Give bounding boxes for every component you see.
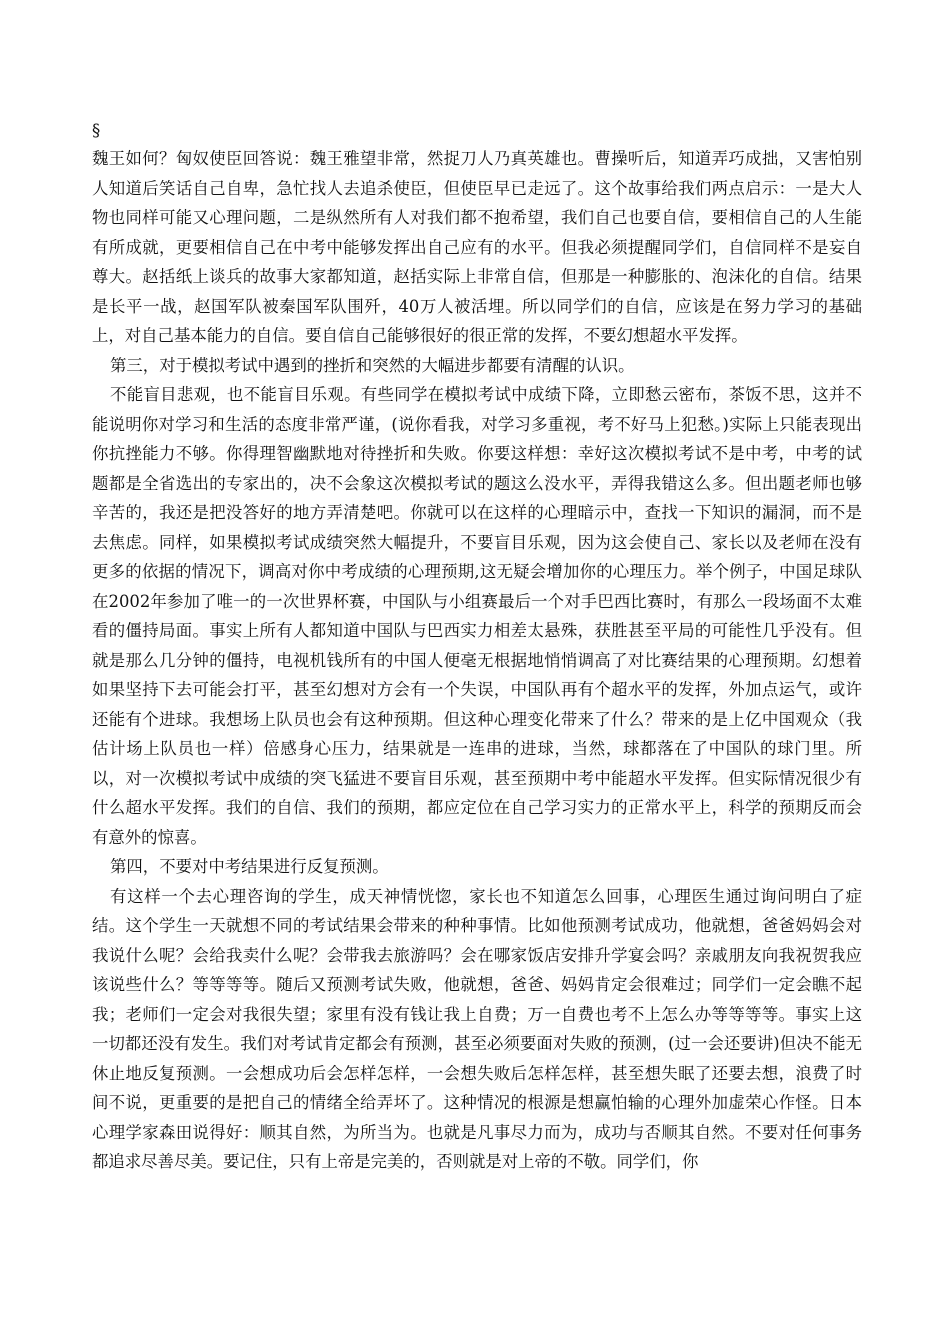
paragraph-mock-exam-attitude: 不能盲目悲观，也不能盲目乐观。有些同学在模拟考试中成绩下降，立即愁云密布，茶饭不思，这并不能说明你对学习和生活的态度非常严谨，(说你看我，对学习多重视，考不好马上犯愁。)实际上只能表现出你抗挫能力不够。你得理智幽默地对待挫折和失败。你要这样想：幸好这次模拟考试不是中考，中考的试题都是全省选出的专家出的，决不会象这次模拟考试的题这么没水平，弄得我错这么多。但出题老师也够辛苦的，我还是把没答好的地方弄清楚吧。你就可以在这样的心理暗示中，查找一下知识的漏洞，而不是去焦虑。同样，如果模拟考试成绩突然大幅提升，不要盲目乐观，因为这会使自己、家长以及老师在没有更多的依据的情况下，调高对你中考成绩的心理预期,这无疑会增加你的心理压力。举个例子，中国足球队在2002年参加了唯一的一次世界杯赛，中国队与小组赛最后一个对手巴西比赛时，有那么一段场面不太难看的僵持局面。事实上所有人都知道中国队与巴西实力相差太悬殊，获胜甚至平局的可能性几乎没有。但就是那么几分钟的僵持，电视机钱所有的中国人便毫无根据地悄悄调高了对比赛结果的心理预期。幻想着如果坚持下去可能会打平，甚至幻想对方会有一个失误，中国队再有个超水平的发挥，外加点运气，或许还能有个进球。我想场上队员也会有这种预期。但这种心理变化带来了什么？带来的是上亿中国观众（我估计场上队员也一样）倍感身心压力，结果就是一连串的进球，当然，球都落在了中国队的球门里。所以，对一次模拟考试中成绩的突飞猛进不要盲目乐观，甚至预期中考中能超水平发挥。但实际情况很少有什么超水平发挥。我们的自信、我们的预期，都应定位在自己学习实力的正常水平上，科学的预期反而会有意外的惊喜。 [92, 385, 862, 847]
paragraph-point-four-heading: 第四，不要对中考结果进行反复预测。 [110, 857, 389, 876]
paragraph-point-three-heading: 第三，对于模拟考试中遇到的挫折和突然的大幅进步都要有清醒的认识。 [110, 355, 635, 375]
paragraph-repeated-prediction: 有这样一个去心理咨询的学生，成天神情恍惚，家长也不知道怎么回事，心理医生通过询问明白了症结。这个学生一天就想不同的考试结果会带来的种种事情。比如他预测考试成功，他就想，爸爸妈妈会对我说什么呢？会给我卖什么呢？会带我去旅游吗？会在哪家饭店安排升学宴会吗？亲戚朋友向我祝贺我应该说些什么？等等等等。随后又预测考试失败，他就想，爸爸、妈妈肯定会很难过；同学们一定会瞧不起我；老师们一定会对我很失望；家里有没有钱让我上自费；万一自费也考不上怎么办等等等等。事实上这一切都还没有发生。我们对考试肯定都会有预测，甚至必须要面对失败的预测，(过一会还要讲)但决不能无休止地反复预测。一会想成功后会怎样怎样，一会想失败后怎样怎样，甚至想失眠了还要去想，浪费了时间不说，更重要的是把自己的情绪全给弄坏了。这种情况的根源是想赢怕输的心理外加虚荣心作怪。日本心理学家森田说得好：顺其自然，为所当为。也就是凡事尽力而为，成功与否顺其自然。不要对任何事务都追求尽善尽美。要记住，只有上帝是完美的，否则就是对上帝的不敬。同学们，你 [92, 886, 862, 1171]
paragraph-courage-story: 魏王如何？匈奴使臣回答说：魏王雅望非常，然捉刀人乃真英雄也。曹操听后，知道弄巧成拙，又害怕别人知道后笑话自己自卑，急忙找人去追杀使臣，但使臣早已走远了。这个故事给我们两点启示：一是大人物也同样可能又心理问题，二是纵然所有人对我们都不抱希望，我们自己也要自信，要相信自己的人生能有所成就，更要相信自己在中考中能够发挥出自己应有的水平。但我必须提醒同学们，自信同样不是妄自尊大。赵括纸上谈兵的故事大家都知道，赵括实际上非常自信，但那是一种膨胀的、泡沫化的自信。结果是长平一战，赵国军队被秦国军队围歼，40万人被活埋。所以同学们的自信，应该是在努力学习的基础上，对自己基本能力的自信。要自信自己能够很好的很正常的发挥，不要幻想超水平发挥。 [92, 149, 862, 345]
document-page [92, 118, 862, 1177]
section-mark: § [92, 121, 101, 140]
